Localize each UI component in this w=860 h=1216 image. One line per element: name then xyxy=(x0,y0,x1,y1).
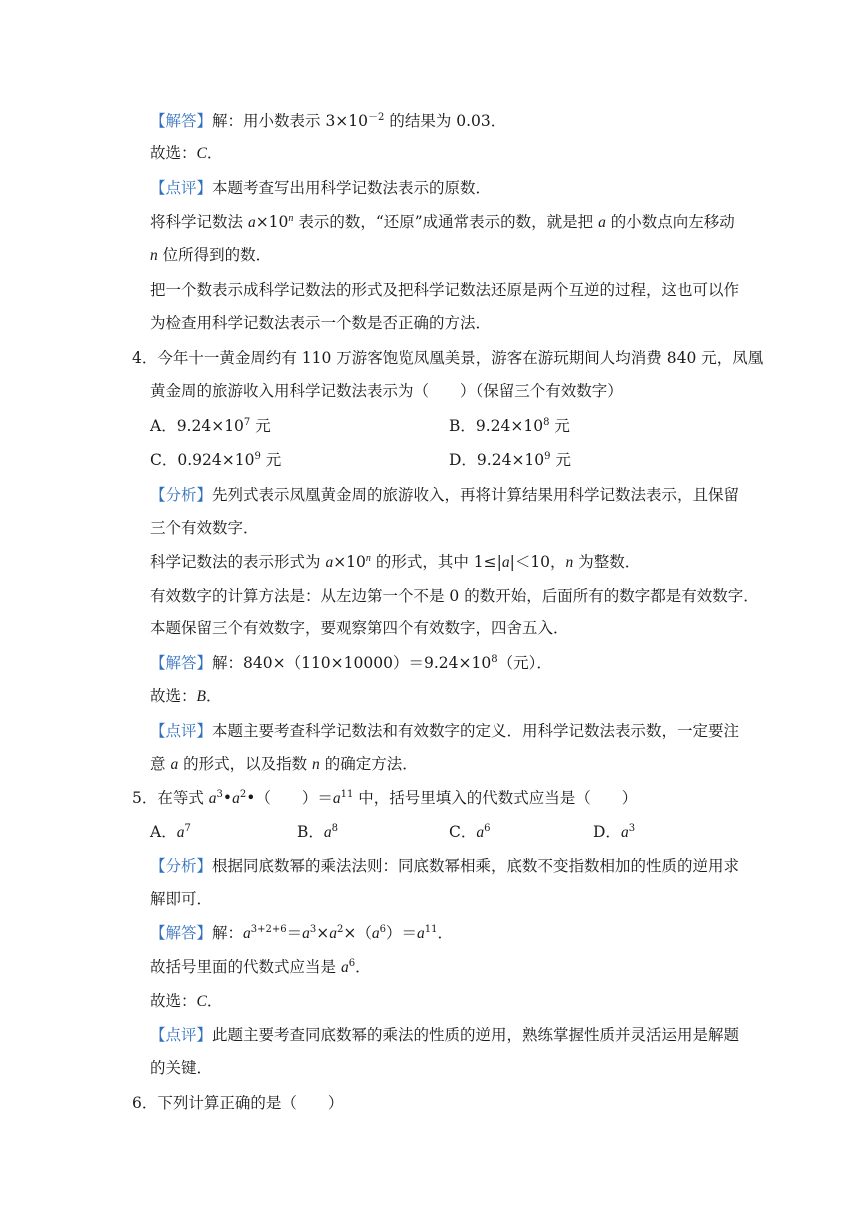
q4-comment-line xyxy=(150,721,739,741)
math-variable: n xyxy=(312,756,320,773)
section-tag: 【分析】 xyxy=(150,857,213,875)
q4-option-c xyxy=(150,450,281,470)
superscript: 6 xyxy=(348,958,356,969)
superscript: 7 xyxy=(243,417,251,428)
q4-option-d xyxy=(449,450,571,470)
section-tag: 【分析】 xyxy=(150,486,213,504)
text-run: 三个有效数字． xyxy=(150,519,259,537)
text-run: B．9.24×10 xyxy=(449,417,544,435)
text-run: × xyxy=(316,924,330,942)
text-run: 元 xyxy=(250,417,271,435)
q4-option-a xyxy=(150,416,271,436)
question-4-stem xyxy=(150,381,623,401)
text-run: 故括号里面的代数式应当是 xyxy=(150,958,341,976)
text-run: （元）． xyxy=(497,654,552,672)
superscript: 8 xyxy=(543,417,550,428)
text-run: ． xyxy=(206,992,223,1010)
q3-comment-text xyxy=(150,280,739,300)
text-run: 的小数点向左移动 xyxy=(605,213,735,231)
text-run: D．9.24×10 xyxy=(449,451,545,469)
text-run: 表示的数，“还原”成通常表示的数，就是把 xyxy=(293,213,599,231)
math-variable: n xyxy=(565,554,574,571)
superscript: 2 xyxy=(337,924,344,935)
text-run: 4．今年十一黄金周约有 110 万游客饱览凤凰美景，游客在游玩期间人均消费 840 元，凤凰 xyxy=(132,349,764,367)
math-variable: a xyxy=(501,554,510,571)
q4-analysis-text xyxy=(150,618,569,638)
q3-comment-text xyxy=(150,245,271,266)
math-variable: C xyxy=(196,145,207,162)
text-run: 故选： xyxy=(150,992,197,1010)
text-run: |＜10， xyxy=(509,553,566,571)
math-variable: a xyxy=(325,554,334,571)
math-variable: a xyxy=(170,756,179,773)
math-variable: a xyxy=(371,925,380,942)
section-tag: 【解答】 xyxy=(150,924,213,942)
text-run: 解：840×（110×10000）＝9.24×10 xyxy=(212,654,492,672)
math-variable: a xyxy=(323,824,332,841)
text-run: 本题主要考查科学记数法和有效数字的定义．用科学记数法表示数，一定要注 xyxy=(212,722,740,740)
text-run: 解即可． xyxy=(150,890,213,908)
math-variable: C xyxy=(196,993,207,1010)
question-5-stem xyxy=(132,788,637,809)
text-run: 此题主要考查同底数幂的乘法的性质的逆用，熟练掌握性质并灵活运用是解题 xyxy=(212,1026,740,1044)
q5-option-b xyxy=(297,822,338,843)
text-run: 为整数． xyxy=(573,553,641,571)
text-run: 的结果为 0.03． xyxy=(384,112,507,130)
superscript: 9 xyxy=(254,451,261,462)
q4-comment-text xyxy=(150,754,418,775)
text-run: 位所得到的数． xyxy=(157,246,272,264)
section-tag: 【点评】 xyxy=(150,722,213,740)
text-run: ． xyxy=(206,144,223,162)
math-variable: a xyxy=(302,925,310,942)
q5-option-c xyxy=(449,822,491,843)
math-variable: a xyxy=(476,824,485,841)
superscript: －2 xyxy=(368,112,385,123)
text-run: 根据同底数幂的乘法法则：同底数幂相乘，底数不变指数相加的性质的逆用求 xyxy=(212,857,740,875)
math-variable: a xyxy=(232,790,240,807)
math-variable: a xyxy=(208,790,217,807)
q4-analysis-line xyxy=(150,485,739,505)
superscript: 11 xyxy=(340,789,354,800)
superscript: 9 xyxy=(544,451,551,462)
superscript: n xyxy=(288,213,294,224)
section-tag: 【解答】 xyxy=(150,654,213,672)
text-run: 把一个数表示成科学记数法的形式及把科学记数法还原是两个互逆的过程，这也可以作 xyxy=(150,281,740,299)
text-run: 元 xyxy=(550,451,571,469)
q5-analysis-text xyxy=(150,889,212,909)
text-run: 元 xyxy=(260,451,282,469)
text-run: 故选： xyxy=(150,687,197,705)
text-run: ×10 xyxy=(255,213,289,231)
q5-option-a xyxy=(150,822,191,843)
q5-choice-line xyxy=(150,991,222,1012)
superscript: 2 xyxy=(239,789,247,800)
text-run: ＝ xyxy=(286,924,303,942)
math-variable: a xyxy=(329,925,338,942)
math-variable: a xyxy=(417,925,425,942)
math-variable: a xyxy=(598,214,606,231)
superscript: 8 xyxy=(491,654,498,665)
text-run: 意 xyxy=(150,755,171,773)
q5-comment-line xyxy=(150,1025,739,1045)
q5-option-d xyxy=(593,822,635,843)
superscript: 3 xyxy=(628,823,636,834)
math-variable: B xyxy=(196,688,206,705)
text-run: 为检查用科学记数法表示一个数是否正确的方法． xyxy=(150,314,492,332)
superscript: 3+2+6 xyxy=(250,924,287,935)
question-4-stem xyxy=(132,348,763,368)
text-run: 将科学记数法 xyxy=(150,213,248,231)
q4-option-b xyxy=(449,416,570,436)
q4-answer-line xyxy=(150,653,552,673)
text-run: 的形式，其中 1≤| xyxy=(370,553,502,571)
text-run: ）＝ xyxy=(386,924,418,942)
text-run: B． xyxy=(297,823,324,841)
question-6-stem xyxy=(132,1093,343,1113)
superscript: 7 xyxy=(184,823,191,834)
text-run: 解： xyxy=(212,924,244,942)
text-run: ×（ xyxy=(343,924,372,942)
text-run: 本题保留三个有效数字，要观察第四个有效数字，四舍五入． xyxy=(150,619,569,637)
q4-choice-line xyxy=(150,686,222,707)
q5-analysis-line xyxy=(150,856,739,876)
section-tag: 【解答】 xyxy=(150,112,213,130)
text-run: ． xyxy=(437,924,454,942)
superscript: 6 xyxy=(484,823,491,834)
text-run: 的关键． xyxy=(150,1059,213,1077)
math-variable: a xyxy=(332,790,341,807)
text-run: ． xyxy=(205,687,222,705)
text-run: C． xyxy=(449,823,477,841)
text-run: 黄金周的旅游收入用科学记数法表示为（ ）（保留三个有效数字） xyxy=(150,382,623,400)
math-variable: n xyxy=(150,247,158,264)
text-run: 元 xyxy=(549,417,570,435)
text-run: C．0.924×10 xyxy=(150,451,255,469)
q3-comment-text xyxy=(150,313,491,333)
superscript: n xyxy=(365,553,371,564)
text-run: ． xyxy=(355,958,371,976)
math-variable: a xyxy=(247,214,256,231)
q3-comment-text xyxy=(150,212,735,233)
text-run: 本题考查写出用科学记数法表示的原数． xyxy=(212,179,492,197)
text-run: A． xyxy=(150,823,177,841)
math-variable: a xyxy=(176,824,185,841)
text-run: 中，括号里填入的代数式应当是（ ） xyxy=(353,789,638,807)
text-run: 解：用小数表示 3×10 xyxy=(212,112,369,130)
q5-answer-line xyxy=(150,923,453,944)
math-variable: a xyxy=(243,925,251,942)
superscript: 3 xyxy=(216,789,223,800)
q5-answer-text xyxy=(150,957,371,978)
text-run: A．9.24×10 xyxy=(150,417,244,435)
text-run: 6．下列计算正确的是（ ） xyxy=(132,1094,344,1112)
text-run: 的确定方法． xyxy=(319,755,418,773)
text-run: D． xyxy=(593,823,621,841)
q4-analysis-text xyxy=(150,552,640,573)
text-run: 的形式，以及指数 xyxy=(178,755,313,773)
math-variable: a xyxy=(620,824,629,841)
q3-choice-line xyxy=(150,143,222,164)
text-run: • xyxy=(222,789,233,807)
q5-comment-text xyxy=(150,1058,212,1078)
text-run: 5．在等式 xyxy=(132,789,209,807)
section-tag: 【点评】 xyxy=(150,1026,213,1044)
q3-comment-line xyxy=(150,178,491,198)
superscript: 3 xyxy=(309,924,317,935)
q3-answer-line xyxy=(150,111,506,131)
section-tag: 【点评】 xyxy=(150,179,213,197)
text-run: •（ ）＝ xyxy=(246,789,333,807)
superscript: 8 xyxy=(331,823,339,834)
superscript: 11 xyxy=(424,924,438,935)
text-run: 故选： xyxy=(150,144,197,162)
text-run: 有效数字的计算方法是：从左边第一个不是 0 的数开始，后面所有的数字都是有效数字． xyxy=(150,587,759,605)
q4-analysis-text xyxy=(150,518,259,538)
superscript: 6 xyxy=(379,924,387,935)
text-run: 科学记数法的表示形式为 xyxy=(150,553,326,571)
text-run: ×10 xyxy=(333,553,366,571)
q4-analysis-text xyxy=(150,586,759,606)
math-variable: a xyxy=(340,959,349,976)
text-run: 先列式表示凤凰黄金周的旅游收入，再将计算结果用科学记数法表示，且保留 xyxy=(212,486,740,504)
